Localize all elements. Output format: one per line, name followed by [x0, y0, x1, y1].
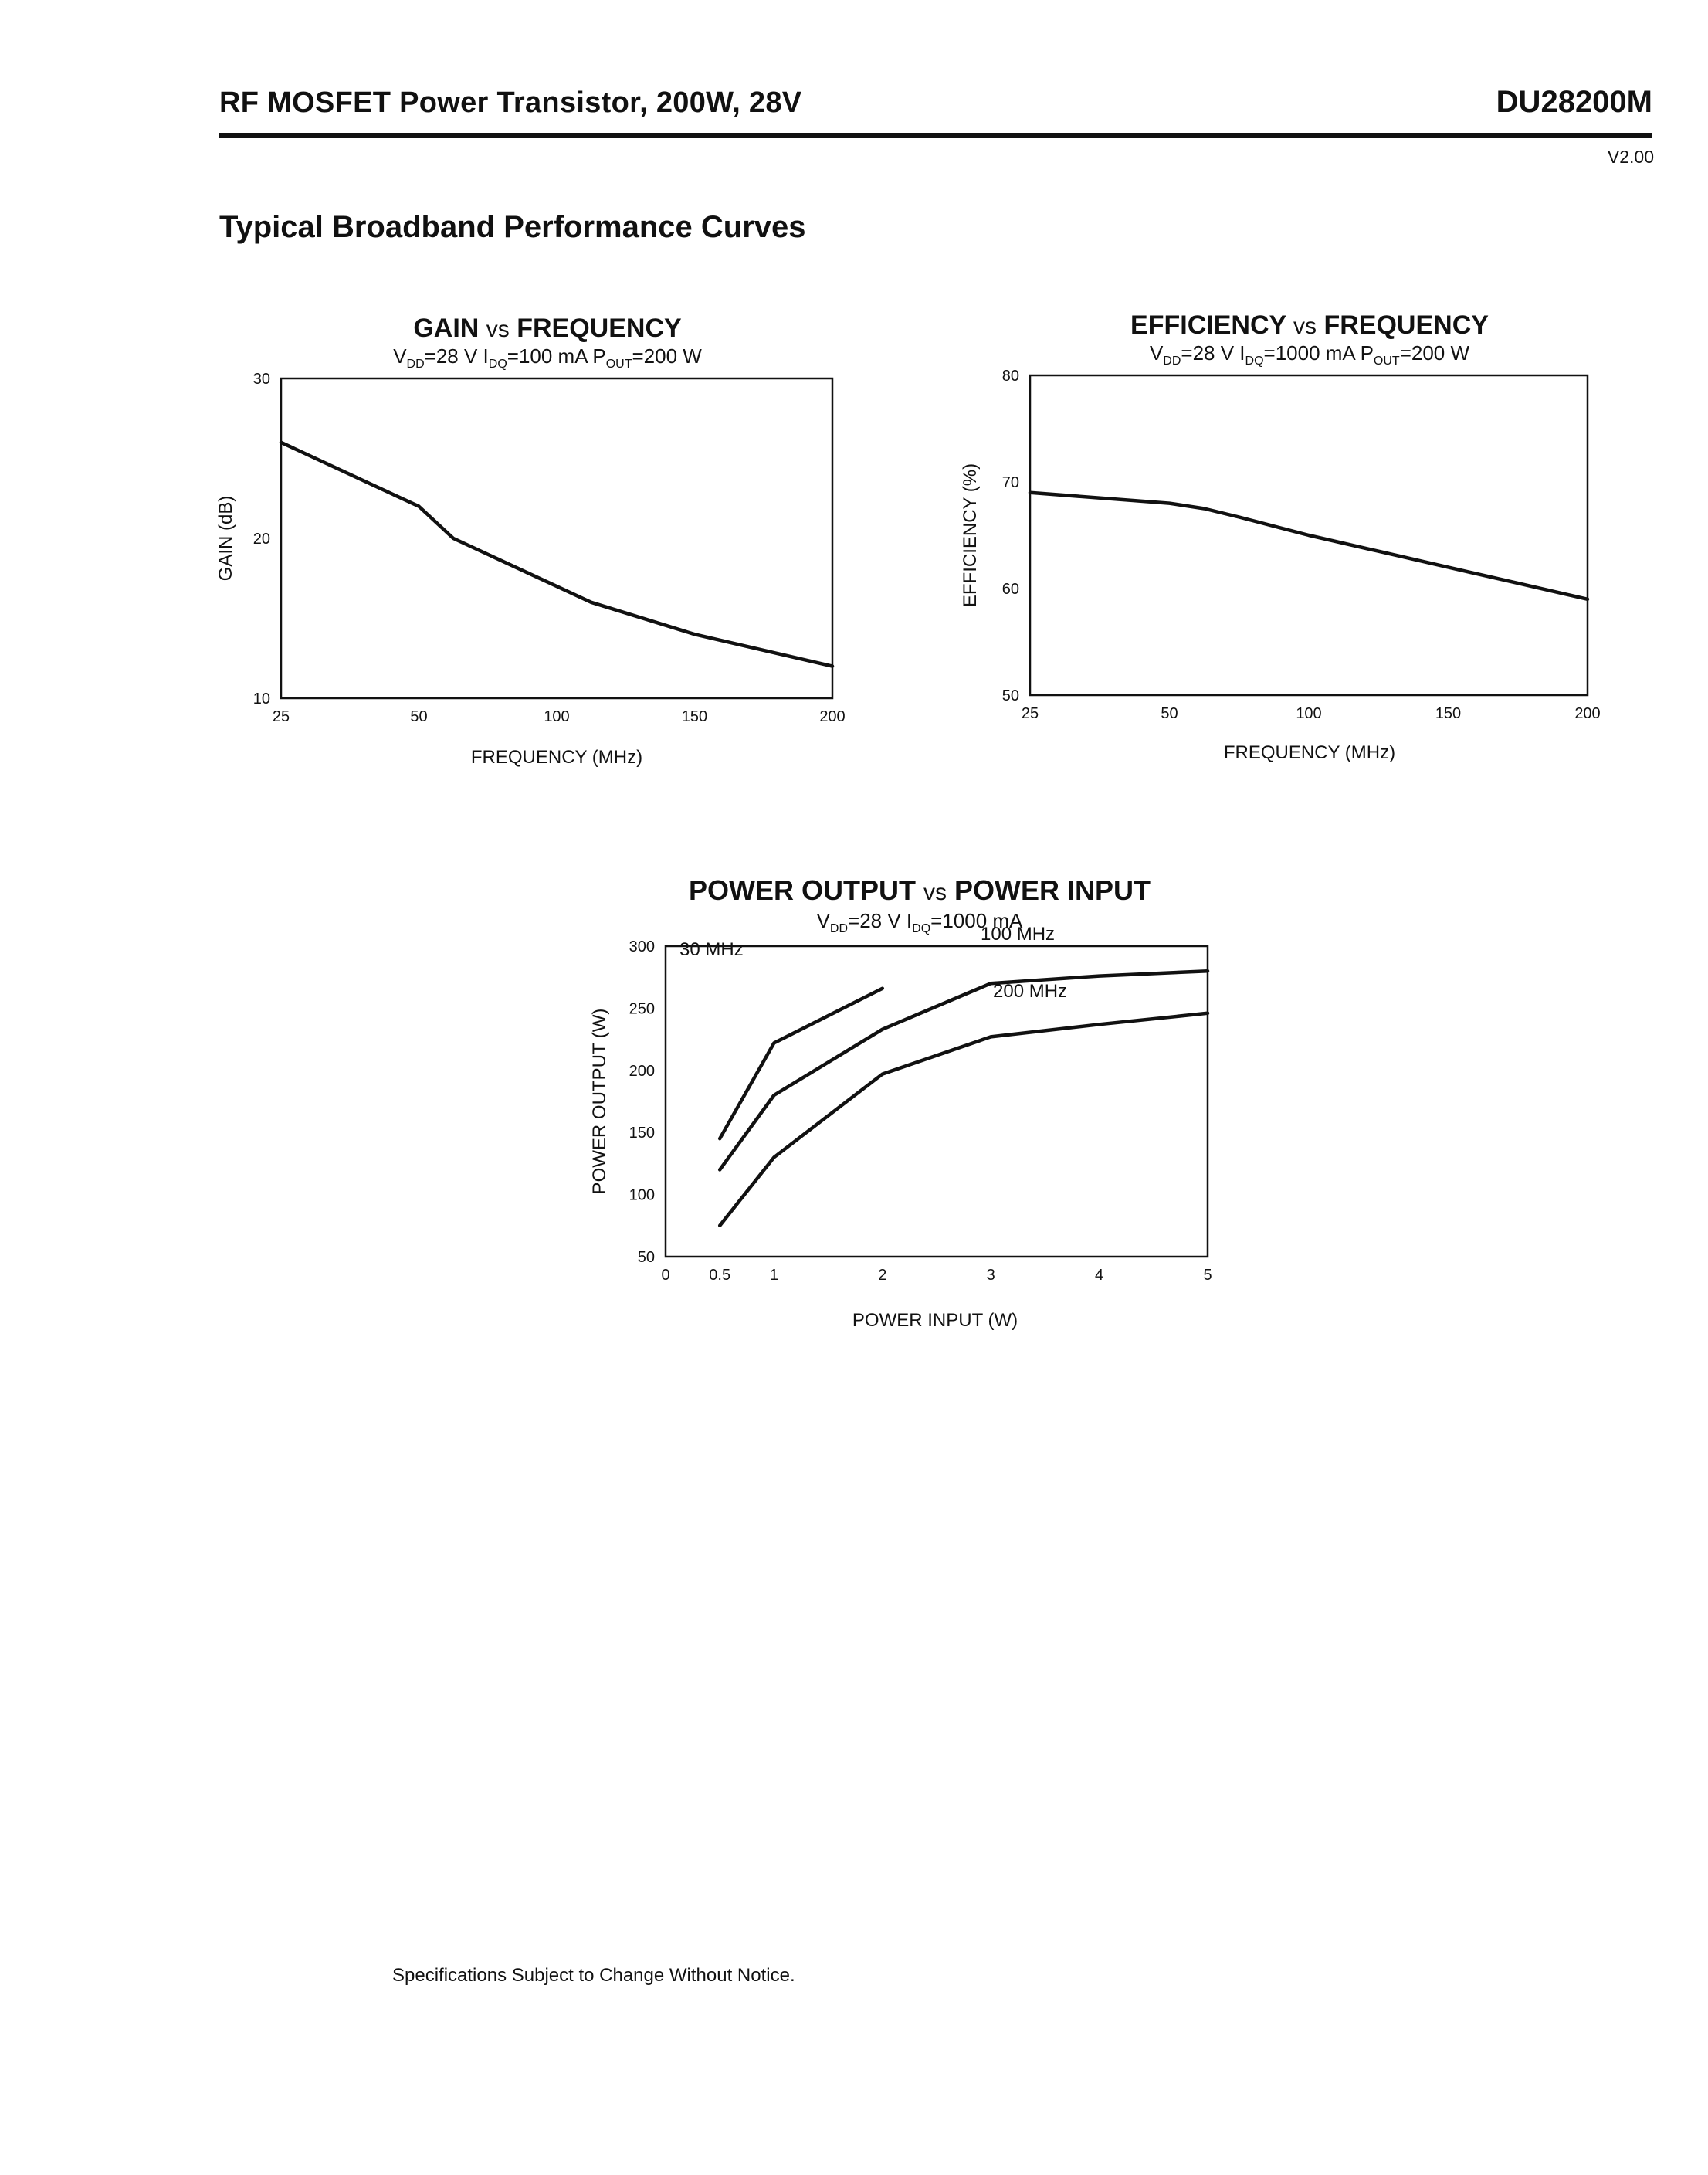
x-tick-label: 50 [410, 708, 428, 725]
y-tick-label: 20 [252, 531, 270, 548]
x-tick-label: 200 [1574, 705, 1601, 722]
x-tick-label: 25 [1021, 705, 1039, 722]
y-tick-label: 70 [1001, 474, 1019, 491]
y-tick-label: 10 [252, 691, 270, 707]
y-axis-label: POWER OUTPUT (W) [589, 1008, 610, 1195]
y-tick-label: 100 [629, 1186, 655, 1204]
header-rule [219, 133, 1652, 138]
efficiency-vs-frequency-chart [950, 301, 1645, 780]
y-tick-label: 50 [1001, 687, 1019, 704]
y-tick-label: 250 [629, 1000, 655, 1018]
x-tick-label: 3 [986, 1267, 995, 1284]
y-tick-label: 30 [252, 371, 270, 388]
series-line [281, 443, 832, 667]
y-tick-label: 60 [1001, 581, 1019, 598]
chart-conditions: $V_{DD}=28$ V $I_{DQ}=100$ mA $P_{OUT}=200$ W [393, 344, 702, 371]
x-tick-label: 100 [544, 708, 570, 725]
plot-frame [666, 946, 1208, 1257]
chart-title: EFFICIENCY vs FREQUENCY [1130, 310, 1489, 340]
x-tick-label: 150 [1435, 705, 1462, 722]
x-axis-label: FREQUENCY (MHz) [1223, 742, 1396, 763]
x-tick-label: 200 [819, 708, 846, 725]
chart-conditions: $V_{DD}=28$ V $I_{DQ}=1000$ mA [816, 909, 1023, 935]
y-axis-label: GAIN (dB) [215, 495, 236, 582]
x-tick-label: 50 [1161, 705, 1178, 722]
y-tick-label: 50 [637, 1249, 655, 1266]
chart-title: POWER OUTPUT vs POWER INPUT [688, 874, 1151, 906]
x-tick-label: 100 [1296, 705, 1322, 722]
x-tick-label: 0.5 [709, 1267, 731, 1284]
y-axis-label: EFFICIENCY (%) [960, 463, 981, 608]
plot-frame [281, 378, 832, 698]
series-line [1030, 493, 1588, 599]
section-title: Typical Broadband Performance Curves [219, 210, 806, 244]
series-line [720, 1013, 1208, 1226]
gain-vs-frequency-chart [201, 301, 880, 780]
series-line [720, 989, 883, 1139]
series-label: 30 MHz [679, 939, 744, 960]
chart-title: GAIN vs FREQUENCY [413, 314, 682, 343]
chart-conditions: $V_{DD}=28$ V $I_{DQ}=1000$ mA $P_{OUT}=200$ W [1149, 341, 1470, 368]
y-tick-label: 150 [629, 1125, 655, 1142]
x-tick-label: 0 [661, 1267, 670, 1284]
power-output-vs-power-input-chart [579, 869, 1243, 1348]
document-title: RF MOSFET Power Transistor, 200W, 28V [219, 87, 802, 119]
x-tick-label: 25 [272, 708, 290, 725]
x-axis-label: FREQUENCY (MHz) [470, 747, 643, 768]
x-tick-label: 4 [1095, 1267, 1104, 1284]
y-tick-label: 300 [629, 938, 655, 955]
x-tick-label: 1 [769, 1267, 778, 1284]
series-label: 100 MHz [981, 924, 1056, 945]
series-label: 200 MHz [993, 981, 1068, 1002]
y-tick-label: 200 [629, 1062, 655, 1080]
x-tick-label: 2 [878, 1267, 887, 1284]
series-line [720, 971, 1208, 1169]
y-tick-label: 80 [1001, 368, 1019, 385]
part-number: DU28200M [1496, 85, 1652, 119]
x-axis-label: POWER INPUT (W) [852, 1310, 1018, 1331]
x-tick-label: 5 [1203, 1267, 1212, 1284]
version-label: V2.00 [1607, 147, 1654, 167]
x-tick-label: 150 [681, 708, 708, 725]
footer-note: Specifications Subject to Change Without Notice. [392, 1965, 795, 1986]
